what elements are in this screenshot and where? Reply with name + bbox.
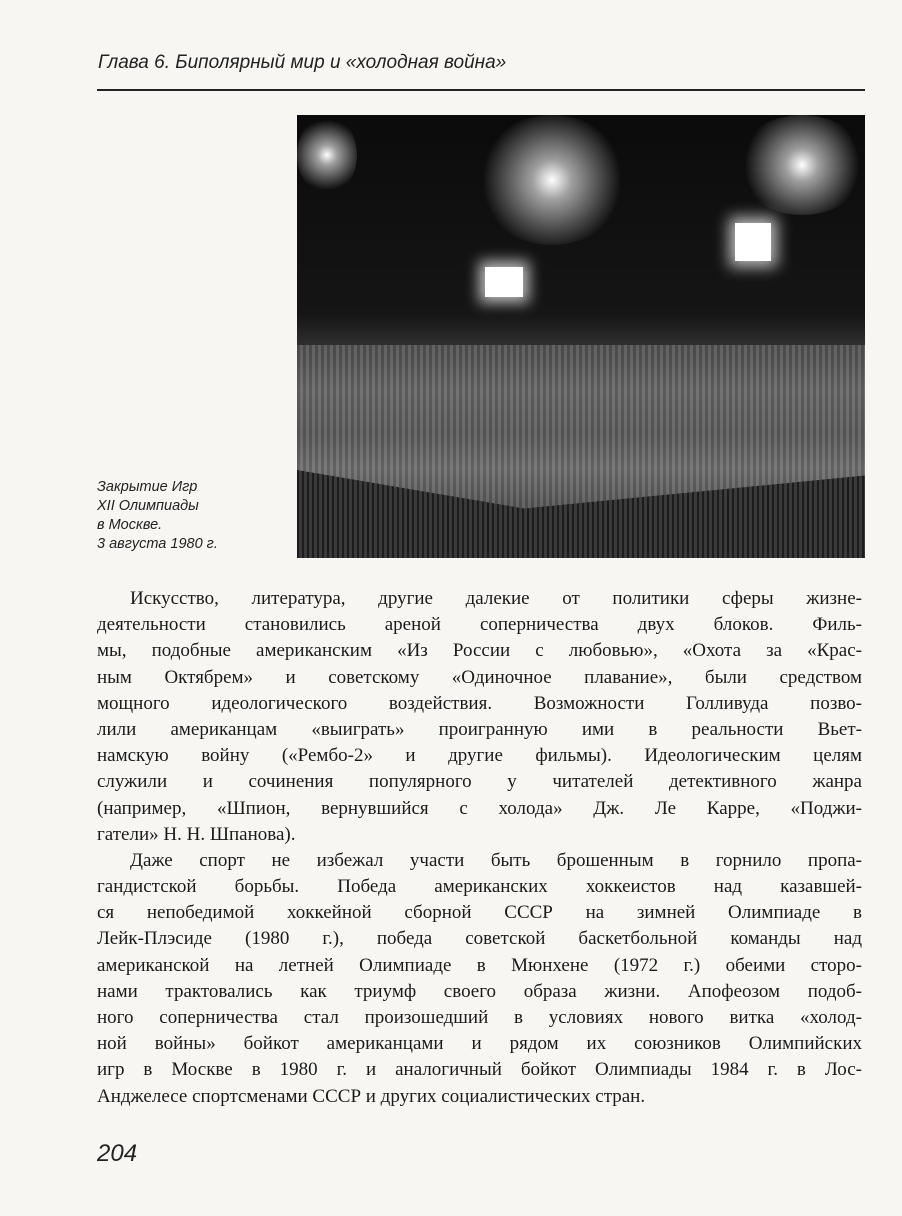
caption-line: 3 августа 1980 г. (97, 536, 218, 552)
text-line: (например, «Шпион, вернувшийся с холода» Дж. Ле Карре, «Поджи- (97, 797, 862, 819)
floodlight (485, 267, 523, 297)
firework (477, 115, 627, 245)
text-line: ся непобедимой хоккейной сборной СССР на зимней Олимпиаде в (97, 902, 862, 924)
floodlight (735, 223, 771, 261)
caption-line: XII Олимпиады (97, 498, 199, 514)
text-line: служили и сочинения популярного у читателей детективного жанра (97, 771, 862, 793)
firework (737, 115, 865, 215)
text-line: игр в Москве в 1980 г. и аналогичный бойкот Олимпиады 1984 г. в Лос- (97, 1059, 862, 1081)
firework (297, 115, 357, 195)
page-number: 204 (97, 1140, 138, 1167)
header-rule (97, 89, 865, 91)
olympics-closing-photo (297, 115, 865, 558)
text-line: Даже спорт не избежал участи быть брошенным в горнило пропа- (130, 849, 862, 871)
text-line: американской на летней Олимпиаде в Мюнхене (1972 г.) обеими сторо- (97, 954, 862, 976)
caption-line: в Москве. (97, 517, 163, 533)
body-text (97, 586, 862, 1110)
text-line: ной войны» бойкот американцами и рядом их союзников Олимпийских (97, 1033, 862, 1055)
text-line: гандистской борьбы. Победа американских хоккеистов над казавшей- (97, 876, 862, 898)
text-line: ным Октябрем» и советскому «Одиночное плавание», были средством (97, 666, 862, 688)
text-line: ного соперничества стал произошедший в условиях нового витка «холод- (97, 1007, 862, 1028)
text-line: Искусство, литература, другие далекие от политики сферы жизне- (130, 588, 862, 609)
text-line: гатели» Н. Н. Шпанова). (97, 823, 296, 845)
text-line: мощного идеологического воздействия. Возможности Голливуда позво- (97, 692, 862, 714)
chapter-header: Глава 6. Биполярный мир и «холодная война» (98, 52, 507, 73)
text-line: Анджелесе спортсменами СССР и других социалистических стран. (97, 1085, 646, 1107)
text-line: намскую войну («Рембо-2» и другие фильмы). Идеологическим целям (97, 745, 862, 767)
text-line: деятельности становились ареной соперничества двух блоков. Филь- (97, 614, 862, 636)
text-line: мы, подобные американским «Из России с любовью», «Охота за «Крас- (97, 640, 862, 662)
text-line: нами трактовались как триумф своего образа жизни. Апофеозом подоб- (97, 980, 862, 1002)
text-line: лили американцам «выиграть» проигранную ими в реальности Вьет- (97, 718, 862, 740)
photo-caption (97, 478, 218, 554)
caption-line: Закрытие Игр (97, 479, 198, 495)
text-line: Лейк-Плэсиде (1980 г.), победа советской баскетбольной команды над (97, 928, 862, 950)
